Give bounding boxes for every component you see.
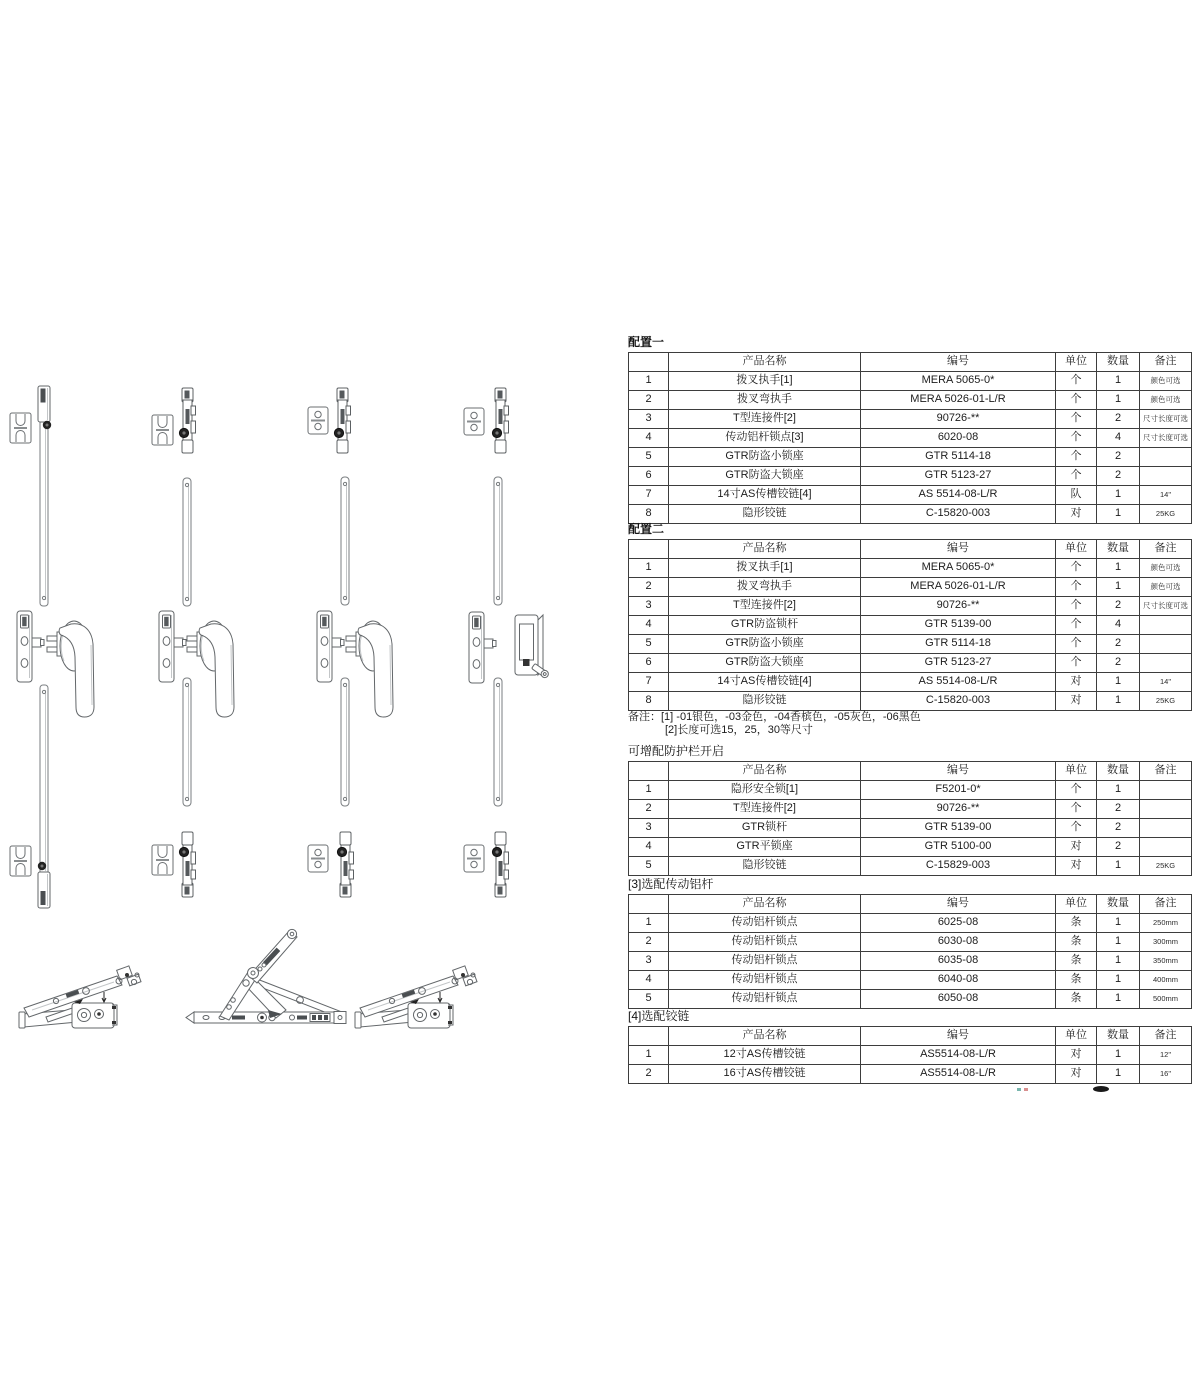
- header-cell: 产品名称: [669, 353, 861, 372]
- header-cell: 编号: [861, 353, 1056, 372]
- section-optional-rods: [628, 878, 1192, 1009]
- table-cell: MERA 5026-01-L/R: [861, 391, 1056, 410]
- table-row: [629, 505, 1192, 524]
- table-cell: 3: [629, 597, 669, 616]
- table-cell: 25KG: [1140, 692, 1192, 711]
- table-cell: 1: [1097, 578, 1140, 597]
- parts-table-guard-rail: [628, 761, 1192, 876]
- table-cell: 6040-08: [861, 971, 1056, 990]
- table-cell: 12": [1140, 1046, 1192, 1065]
- table-cell: GTR平锁座: [669, 838, 861, 857]
- table-cell: 1: [1097, 486, 1140, 505]
- table-row: [629, 781, 1192, 800]
- config-column-2: [152, 388, 234, 897]
- table-cell: 2: [1097, 467, 1140, 486]
- table-cell: 1: [629, 781, 669, 800]
- table-cell: GTR防盗大锁座: [669, 467, 861, 486]
- table-cell: 个: [1056, 781, 1097, 800]
- table-cell: GTR 5123-27: [861, 467, 1056, 486]
- table-row: [629, 635, 1192, 654]
- table-cell: 2: [629, 800, 669, 819]
- table-cell: 2: [629, 933, 669, 952]
- table-cell: [1140, 800, 1192, 819]
- config-column-4: [464, 388, 550, 897]
- table-row: [629, 429, 1192, 448]
- hardware-diagram: [0, 370, 600, 1050]
- table-cell: 300mm: [1140, 933, 1192, 952]
- header-cell: 单位: [1056, 895, 1097, 914]
- table-cell: 500mm: [1140, 990, 1192, 1009]
- table-row: [629, 410, 1192, 429]
- table-row: [629, 372, 1192, 391]
- table-cell: 1: [1097, 673, 1140, 692]
- header-cell: 备注: [1140, 540, 1192, 559]
- table-cell: 个: [1056, 448, 1097, 467]
- table-row: [629, 391, 1192, 410]
- header-cell: [629, 762, 669, 781]
- table-cell: F5201-0*: [861, 781, 1056, 800]
- table-cell: 1: [1097, 952, 1140, 971]
- table-cell: 传动铝杆锁点: [669, 990, 861, 1009]
- table-cell: 2: [1097, 448, 1140, 467]
- table-cell: 3: [629, 410, 669, 429]
- table-cell: [1140, 838, 1192, 857]
- table-cell: 6035-08: [861, 952, 1056, 971]
- table-cell: 1: [1097, 372, 1140, 391]
- table-cell: 对: [1056, 505, 1097, 524]
- section-optional-hinges: [628, 1010, 1192, 1084]
- drive-rod-lower-icon: [38, 685, 50, 908]
- table-cell: 个: [1056, 578, 1097, 597]
- table-cell: 90726-**: [861, 800, 1056, 819]
- window-handle-icon: [47, 621, 94, 717]
- header-cell: 数量: [1097, 353, 1140, 372]
- table-cell: 90726-**: [861, 410, 1056, 429]
- table-cell: MERA 5026-01-L/R: [861, 578, 1056, 597]
- header-cell: 编号: [861, 762, 1056, 781]
- table-cell: [1140, 654, 1192, 673]
- footnote-line: [628, 724, 921, 737]
- header-cell: [629, 1027, 669, 1046]
- gear-lock-icon: [337, 832, 353, 897]
- table-row: [629, 971, 1192, 990]
- header-cell: 备注: [1140, 895, 1192, 914]
- table-cell: C-15820-003: [861, 692, 1056, 711]
- section-title: 配置一: [628, 335, 665, 349]
- table-cell: 条: [1056, 952, 1097, 971]
- table-row: [629, 819, 1192, 838]
- table-cell: AS 5514-08-L/R: [861, 673, 1056, 692]
- table-cell: 尺寸长度可选: [1140, 429, 1192, 448]
- header-cell: 编号: [861, 540, 1056, 559]
- table-cell: 对: [1056, 673, 1097, 692]
- table-cell: 7: [629, 486, 669, 505]
- table-cell: 1: [629, 559, 669, 578]
- table-cell: 350mm: [1140, 952, 1192, 971]
- table-cell: 5: [629, 635, 669, 654]
- footnote-text: [1] -01银色，-03金色，-04香槟色，-05灰色，-06黑色: [661, 711, 921, 723]
- table-cell: 1: [1097, 781, 1140, 800]
- header-cell: [629, 353, 669, 372]
- section-title: 配置二: [628, 522, 665, 536]
- lock-plate-icon: [469, 612, 496, 683]
- logo-remnant-mark: [1093, 1086, 1109, 1092]
- table-cell: 个: [1056, 467, 1097, 486]
- table-cell: 1: [1097, 990, 1140, 1009]
- lock-plate-icon: [17, 611, 44, 682]
- footnote-line: [628, 711, 921, 724]
- logo-remnant-mark: [1024, 1088, 1028, 1091]
- table-cell: 个: [1056, 597, 1097, 616]
- table-cell: 5: [629, 990, 669, 1009]
- header-cell: 产品名称: [669, 540, 861, 559]
- table-cell: 1: [1097, 391, 1140, 410]
- table-row: [629, 952, 1192, 971]
- header-cell: [629, 895, 669, 914]
- table-cell: 颜色可选: [1140, 391, 1192, 410]
- keeper-clip-icon: [10, 846, 31, 876]
- header-cell: 单位: [1056, 1027, 1097, 1046]
- table-cell: 14寸AS传槽铰链[4]: [669, 673, 861, 692]
- table-cell: 1: [1097, 857, 1140, 876]
- table-cell: [1140, 616, 1192, 635]
- table-cell: AS5514-08-L/R: [861, 1065, 1056, 1084]
- logo-remnant-mark: [1017, 1088, 1021, 1091]
- table-cell: 拨叉弯执手: [669, 578, 861, 597]
- table-cell: 个: [1056, 372, 1097, 391]
- keeper-clip-icon: [152, 415, 173, 445]
- table-cell: GTR防盗大锁座: [669, 654, 861, 673]
- table-cell: 个: [1056, 410, 1097, 429]
- footnote-label: 备注：: [628, 711, 661, 723]
- table-cell: 1: [1097, 559, 1140, 578]
- keeper-clip-icon: [10, 413, 31, 443]
- table-cell: C-15829-003: [861, 857, 1056, 876]
- table-cell: 颜色可选: [1140, 372, 1192, 391]
- friction-stay-open-icon: [186, 929, 346, 1023]
- table-cell: GTR防盗小锁座: [669, 448, 861, 467]
- table-cell: 个: [1056, 654, 1097, 673]
- table-cell: 3: [629, 952, 669, 971]
- table-cell: 1: [1097, 505, 1140, 524]
- table-cell: GTR 5139-00: [861, 819, 1056, 838]
- header-cell: 产品名称: [669, 1027, 861, 1046]
- table-row: [629, 448, 1192, 467]
- table-row: [629, 654, 1192, 673]
- drive-rod-icon: [494, 678, 502, 806]
- table-header-row: [629, 762, 1192, 781]
- table-cell: 个: [1056, 429, 1097, 448]
- table-row: [629, 597, 1192, 616]
- table-cell: 1: [1097, 1046, 1140, 1065]
- header-cell: 单位: [1056, 540, 1097, 559]
- keeper-clip-icon: [464, 408, 484, 435]
- table-cell: 400mm: [1140, 971, 1192, 990]
- table-cell: 2: [1097, 838, 1140, 857]
- header-cell: 备注: [1140, 762, 1192, 781]
- table-cell: 6025-08: [861, 914, 1056, 933]
- table-row: [629, 1065, 1192, 1084]
- header-cell: 单位: [1056, 353, 1097, 372]
- header-cell: 编号: [861, 895, 1056, 914]
- table-cell: T型连接件[2]: [669, 800, 861, 819]
- table-header-row: [629, 1027, 1192, 1046]
- table-cell: 6: [629, 654, 669, 673]
- table-cell: 2: [1097, 635, 1140, 654]
- table-cell: 对: [1056, 857, 1097, 876]
- table-cell: [1140, 635, 1192, 654]
- table-cell: GTR锁杆: [669, 819, 861, 838]
- table-row: [629, 1046, 1192, 1065]
- table-row: [629, 990, 1192, 1009]
- table-cell: MERA 5065-0*: [861, 559, 1056, 578]
- table-cell: 拨叉弯执手: [669, 391, 861, 410]
- table-cell: 队: [1056, 486, 1097, 505]
- table-cell: 个: [1056, 391, 1097, 410]
- header-cell: 数量: [1097, 1027, 1140, 1046]
- table-row: [629, 692, 1192, 711]
- table-cell: 2: [1097, 597, 1140, 616]
- table-row: [629, 933, 1192, 952]
- table-cell: 1: [629, 1046, 669, 1065]
- section-config1: [628, 336, 1192, 524]
- table-cell: 颜色可选: [1140, 559, 1192, 578]
- table-row: [629, 914, 1192, 933]
- table-cell: 个: [1056, 819, 1097, 838]
- table-cell: 4: [1097, 616, 1140, 635]
- header-cell: 编号: [861, 1027, 1056, 1046]
- table-cell: 90726-**: [861, 597, 1056, 616]
- parts-table-config2: [628, 539, 1192, 711]
- table-cell: 条: [1056, 914, 1097, 933]
- table-cell: [1140, 819, 1192, 838]
- table-cell: 6: [629, 467, 669, 486]
- header-cell: 数量: [1097, 895, 1140, 914]
- drive-rod-icon: [341, 678, 349, 806]
- parts-table-optional-hinges: [628, 1026, 1192, 1084]
- table-cell: 4: [1097, 429, 1140, 448]
- key-lock-icon: [515, 615, 550, 679]
- drive-rod-icon: [494, 477, 502, 605]
- table-header-row: [629, 540, 1192, 559]
- section-guard-rail: [628, 745, 1192, 876]
- table-row: [629, 578, 1192, 597]
- table-cell: 2: [629, 391, 669, 410]
- table-cell: 对: [1056, 1046, 1097, 1065]
- table-cell: [1140, 781, 1192, 800]
- table-cell: 1: [629, 372, 669, 391]
- section-title: [4]选配铰链: [628, 1009, 690, 1023]
- table-cell: 尺寸长度可选: [1140, 597, 1192, 616]
- table-row: [629, 616, 1192, 635]
- table-cell: 个: [1056, 616, 1097, 635]
- gear-lock-icon: [492, 832, 508, 897]
- table-cell: 1: [1097, 1065, 1140, 1084]
- table-header-row: [629, 353, 1192, 372]
- table-cell: 传动铝杆锁点: [669, 971, 861, 990]
- table-cell: AS5514-08-L/R: [861, 1046, 1056, 1065]
- table-row: [629, 559, 1192, 578]
- table-cell: 4: [629, 971, 669, 990]
- table-cell: 隐形铰链: [669, 692, 861, 711]
- table-cell: 2: [629, 578, 669, 597]
- drive-rod-icon: [341, 477, 349, 605]
- friction-stay-right-icon: [355, 966, 477, 1028]
- header-cell: [629, 540, 669, 559]
- table-cell: 2: [1097, 654, 1140, 673]
- config-column-1: [10, 386, 94, 908]
- table-cell: 12寸AS传槽铰链: [669, 1046, 861, 1065]
- table-cell: GTR 5139-00: [861, 616, 1056, 635]
- header-cell: 备注: [1140, 353, 1192, 372]
- keeper-clip-icon: [152, 845, 173, 875]
- table-cell: 4: [629, 616, 669, 635]
- table-cell: 传动铝杆锁点: [669, 952, 861, 971]
- window-handle-icon: [346, 621, 393, 717]
- table-cell: 条: [1056, 933, 1097, 952]
- section-title: 可增配防护栏开启: [628, 744, 725, 758]
- table-cell: 2: [1097, 800, 1140, 819]
- table-row: [629, 857, 1192, 876]
- table-cell: 个: [1056, 800, 1097, 819]
- table-cell: 1: [629, 914, 669, 933]
- table-cell: T型连接件[2]: [669, 410, 861, 429]
- gear-lock-icon: [334, 388, 350, 453]
- table-cell: GTR 5100-00: [861, 838, 1056, 857]
- config-column-3: [308, 388, 393, 897]
- table-cell: 3: [629, 819, 669, 838]
- parts-table-config1: [628, 352, 1192, 524]
- table-cell: 拨叉执手[1]: [669, 372, 861, 391]
- drive-rod-icon: [183, 678, 191, 806]
- table-cell: 个: [1056, 559, 1097, 578]
- header-cell: 单位: [1056, 762, 1097, 781]
- table-cell: 5: [629, 857, 669, 876]
- gear-lock-icon: [492, 388, 508, 453]
- table-cell: 6050-08: [861, 990, 1056, 1009]
- table-cell: GTR 5114-18: [861, 635, 1056, 654]
- table-cell: 250mm: [1140, 914, 1192, 933]
- drive-rod-icon: [183, 478, 191, 606]
- table-cell: 16寸AS传槽铰链: [669, 1065, 861, 1084]
- table-cell: 颜色可选: [1140, 578, 1192, 597]
- table-cell: 16": [1140, 1065, 1192, 1084]
- table-cell: 5: [629, 448, 669, 467]
- table-header-row: [629, 895, 1192, 914]
- gear-lock-icon: [179, 832, 195, 897]
- table-cell: 14寸AS传槽铰链[4]: [669, 486, 861, 505]
- table-cell: 1: [1097, 914, 1140, 933]
- table-cell: GTR防盗锁杆: [669, 616, 861, 635]
- table-cell: 对: [1056, 1065, 1097, 1084]
- table-cell: 对: [1056, 692, 1097, 711]
- table-row: [629, 673, 1192, 692]
- table-cell: C-15820-003: [861, 505, 1056, 524]
- drive-rod-upper-icon: [38, 386, 51, 606]
- table-cell: 6030-08: [861, 933, 1056, 952]
- table-cell: 4: [629, 429, 669, 448]
- section-title: [3]选配传动铝杆: [628, 877, 714, 891]
- table-cell: 2: [1097, 819, 1140, 838]
- footnote-text: [2]长度可选15，25，30等尺寸: [665, 724, 813, 736]
- table-cell: 8: [629, 692, 669, 711]
- table-cell: 2: [629, 1065, 669, 1084]
- table-row: [629, 838, 1192, 857]
- footnotes: [628, 711, 921, 737]
- table-cell: 尺寸长度可选: [1140, 410, 1192, 429]
- table-cell: 隐形安全锁[1]: [669, 781, 861, 800]
- table-cell: [1140, 448, 1192, 467]
- table-cell: 传动铝杆锁点: [669, 933, 861, 952]
- keeper-clip-icon: [464, 845, 484, 872]
- table-cell: 14": [1140, 673, 1192, 692]
- parts-table-optional-rods: [628, 894, 1192, 1009]
- table-cell: 6020-08: [861, 429, 1056, 448]
- table-row: [629, 486, 1192, 505]
- keeper-clip-icon: [308, 845, 328, 872]
- table-cell: 个: [1056, 635, 1097, 654]
- table-cell: [1140, 467, 1192, 486]
- table-cell: 4: [629, 838, 669, 857]
- table-cell: GTR 5123-27: [861, 654, 1056, 673]
- table-cell: 传动铝杆锁点: [669, 914, 861, 933]
- table-cell: MERA 5065-0*: [861, 372, 1056, 391]
- header-cell: 数量: [1097, 540, 1140, 559]
- table-cell: 条: [1056, 971, 1097, 990]
- table-row: [629, 800, 1192, 819]
- header-cell: 产品名称: [669, 895, 861, 914]
- lock-plate-icon: [317, 611, 344, 682]
- friction-stay-left-icon: [19, 966, 141, 1028]
- table-cell: GTR防盗小锁座: [669, 635, 861, 654]
- table-cell: 14": [1140, 486, 1192, 505]
- table-cell: 隐形铰链: [669, 857, 861, 876]
- gear-lock-icon: [179, 388, 195, 453]
- table-cell: AS 5514-08-L/R: [861, 486, 1056, 505]
- window-handle-icon: [187, 621, 234, 717]
- table-cell: 8: [629, 505, 669, 524]
- keeper-clip-icon: [308, 407, 328, 434]
- table-cell: 25KG: [1140, 505, 1192, 524]
- header-cell: 产品名称: [669, 762, 861, 781]
- table-cell: 1: [1097, 971, 1140, 990]
- section-config2: [628, 523, 1192, 711]
- header-cell: 备注: [1140, 1027, 1192, 1046]
- table-cell: 对: [1056, 838, 1097, 857]
- table-cell: 7: [629, 673, 669, 692]
- table-cell: 拨叉执手[1]: [669, 559, 861, 578]
- table-cell: 隐形铰链: [669, 505, 861, 524]
- table-cell: 2: [1097, 410, 1140, 429]
- table-cell: 条: [1056, 990, 1097, 1009]
- table-cell: 传动铝杆锁点[3]: [669, 429, 861, 448]
- header-cell: 数量: [1097, 762, 1140, 781]
- table-row: [629, 467, 1192, 486]
- table-cell: 1: [1097, 933, 1140, 952]
- lock-plate-icon: [159, 611, 186, 682]
- table-cell: GTR 5114-18: [861, 448, 1056, 467]
- table-cell: 1: [1097, 692, 1140, 711]
- table-cell: T型连接件[2]: [669, 597, 861, 616]
- table-cell: 25KG: [1140, 857, 1192, 876]
